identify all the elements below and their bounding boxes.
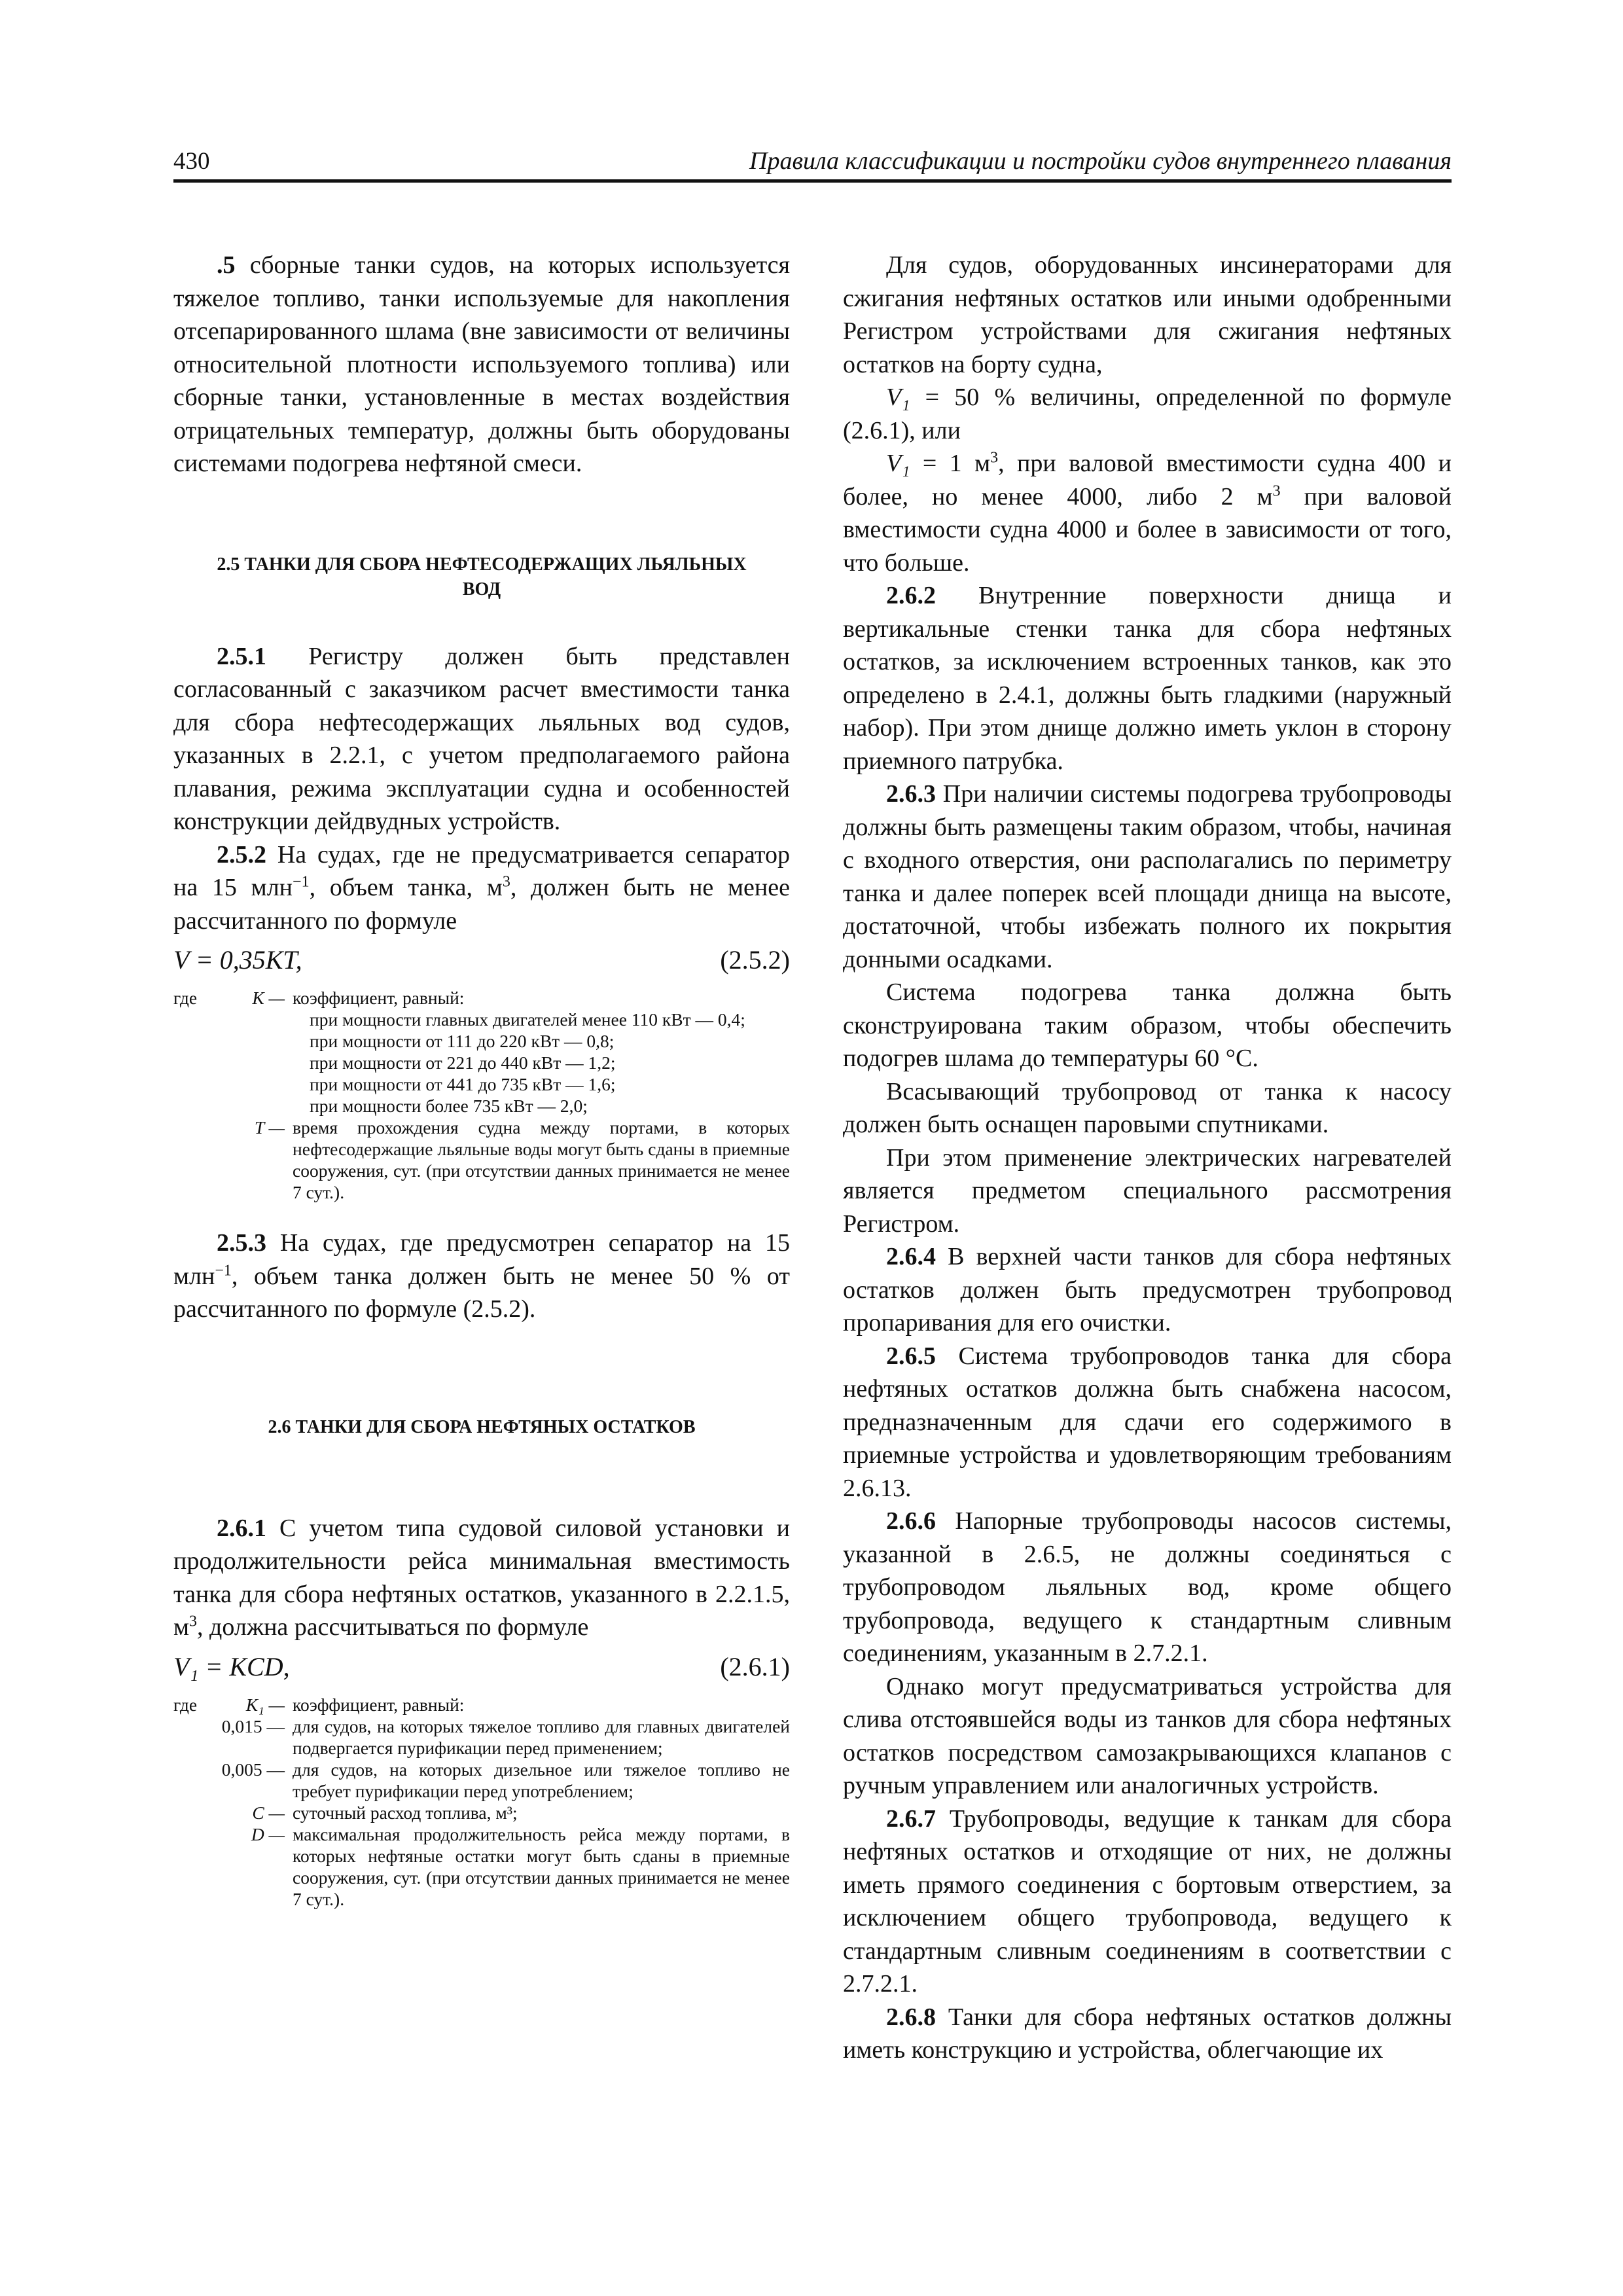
paragraph-settled-water: Однако могут предусматриваться устройства для слива отстоявшейся воды из танков для сбора нефтяных остатков посредством самозакрывающихся клапанов с ручным управлением или аналогичных устройств. [843,1672,1452,1799]
paragraph-v1-1m3: V₁ = 1 $м^3$, при валовой вместимости судна 400 и более, но менее 4000, либо 2 $м^3$ при валовой вместимости судна 4000 и более в зависимости от того, что больше. [843,449,1452,577]
paragraph-electric-heaters: При этом применение электрических нагревателей является предметом специального рассмотрения Регистром. [843,1143,1452,1238]
paragraph-incinerators: Для судов, оборудованных инсинераторами для сжигания нефтяных остатков или иными одобренными Регистром устройствами для сжигания нефтяных остатков на борту судна, [843,251,1452,378]
running-title: Правила классификации и постройки судов внутреннего плавания [749,147,1452,175]
page-header [173,139,1452,183]
paragraph-2-6-4: 2.6.4 В верхней части танков для сбора нефтяных остатков должен быть предусмотрен трубопровод пропаривания для его очистки. [843,1243,1452,1336]
section-heading-2-5: 2.5 ТАНКИ ДЛЯ СБОРА НЕФТЕСОДЕРЖАЩИХ ЛЬЯЛЬНЫХ ВОД [217,554,747,600]
k-value-item: при мощности более 735 кВт — 2,0; [310,1096,588,1116]
formula-2-5-2: V = 0,35KT, (2.5.2) [173,945,790,975]
paragraph-5: .5 сборные танки судов, на которых используется тяжелое топливо, танки используемые для накопления отсепарированного шлама (вне зависимости от величины относительной плотности используемого топлива) или сборные танки, установленные в местах воздействия отрицательных температур, должны быть оборудованы системами подогрева нефтяной смеси. [173,251,790,477]
k-value-item: при мощности от 441 до 735 кВт — 1,6; [310,1074,616,1094]
paragraph-v1-50: V₁ = 50 % величины, определенной по формуле (2.6.1), или [843,384,1452,444]
formula-2-6-1: V₁ = KCD, (2.6.1) [173,1651,790,1681]
paragraph-2-5-2: 2.5.2 На судах, где не предусматривается сепаратор на 15 млн$^{-1}$, объем танка, $м^3$, должен быть не менее рассчитанного по формуле [173,840,790,935]
left-column [173,249,790,1910]
where-list-2-5-2: где K — коэффициент, равный: при мощности главных двигателей менее 110 кВт — 0,4; при мощности от 111 до 220 кВт — 0,8; при мощности от 221 до 440 кВт — 1,2; при мощности от 441 до 735 кВт — 1,6; при мощности более 735 кВт — 2,0; T — время прохождения судна между портами, в которых нефтесодержащие льяльные воды могут быть сданы в приемные сооружения, сут. (при отсутствии данных принимается не менее 7 сут.). [173,988,790,1202]
k-value-item: при мощности главных двигателей менее 110 кВт — 0,4; [310,1009,745,1030]
paragraph-suction-pipe: Всасывающий трубопровод от танка к насосу должен быть оснащен паровыми спутниками. [843,1077,1452,1138]
k-value-item: при мощности от 221 до 440 кВт — 1,2; [310,1052,616,1073]
paragraph-2-6-1: 2.6.1 С учетом типа судовой силовой установки и продолжительности рейса минимальная вместимость танка для сбора нефтяных остатков, указанного в 2.2.1.5, $м^3$, должна рассчитываться по формуле [173,1514,790,1641]
right-column [843,249,1452,2067]
paragraph-2-5-1: 2.5.1 Регистру должен быть представлен согласованный с заказчиком расчет вместимости танка для сбора нефтесодержащих льяльных вод судов, указанных в 2.2.1, с учетом предполагаемого района плавания, режима эксплуатации судна и особенностей конструкции дейдвудных устройств. [173,642,790,835]
where-list-2-6-1: где K₁ — коэффициент, равный: 0,015 — для судов, на которых тяжелое топливо для главных двигателей подвергается пурификации перед применением; 0,005 — для судов, на которых дизельное или тяжелое топливо не требует пурификации перед употреблением; C — суточный расход топлива, м³; D — максимальная продолжительность рейса между портами, в которых нефтяные остатки могут быть сданы в приемные сооружения, сут. (при отсутствии данных принимается не менее 7 сут.). [173,1694,790,1909]
paragraph-2-6-2: 2.6.2 Внутренние поверхности днища и вертикальные стенки танка для сбора нефтяных остатков, за исключением встроенных танков, как это определено в 2.4.1, должны быть гладкими (наружный набор). При этом днище должно иметь уклон в сторону приемного патрубка. [843,582,1452,775]
paragraph-2-6-8: 2.6.8 Танки для сбора нефтяных остатков должны иметь конструкцию и устройства, облегчающие их [843,2003,1452,2064]
paragraph-heating-system: Система подогрева танка должна быть сконструирована таким образом, чтобы обеспечить подогрев шлама до температуры 60 °С. [843,978,1452,1072]
page-number: 430 [173,148,210,175]
paragraph-2-5-3: 2.5.3 На судах, где предусмотрен сепаратор на 15 млн$^{-1}$, объем танка должен быть не менее 50 % от рассчитанного по формуле (2.5.2). [173,1229,790,1323]
k-value-item: при мощности от 111 до 220 кВт — 0,8; [310,1031,615,1051]
paragraph-2-6-7: 2.6.7 Трубопроводы, ведущие к танкам для сбора нефтяных остатков и отходящие от них, не должны иметь прямого соединения с бортовым отверстием, за исключением общего трубопровода, ведущего к стандартным сливным соединениям в соответствии с 2.7.2.1. [843,1804,1452,1998]
section-heading-2-6: 2.6 ТАНКИ ДЛЯ СБОРА НЕФТЯНЫХ ОСТАТКОВ [268,1416,696,1437]
paragraph-2-6-3: 2.6.3 При наличии системы подогрева трубопроводы должны быть размещены таким образом, чтобы, начиная с входного отверстия, они располагались по периметру танка и далее поперек всей площади днища на высоте, достаточной, чтобы избежать полного их покрытия донными осадками. [843,780,1452,973]
paragraph-2-6-6: 2.6.6 Напорные трубопроводы насосов системы, указанной в 2.6.5, не должны соединяться с трубопроводом льяльных вод, кроме общего трубопровода, ведущего к стандартным сливным соединениям, указанным в 2.7.2.1. [843,1507,1452,1667]
paragraph-2-6-5: 2.6.5 Система трубопроводов танка для сбора нефтяных остатков должна быть снабжена насосом, предназначенным для сдачи его содержимого в приемные устройства и удовлетворяющим требованиям 2.6.13. [843,1342,1452,1502]
